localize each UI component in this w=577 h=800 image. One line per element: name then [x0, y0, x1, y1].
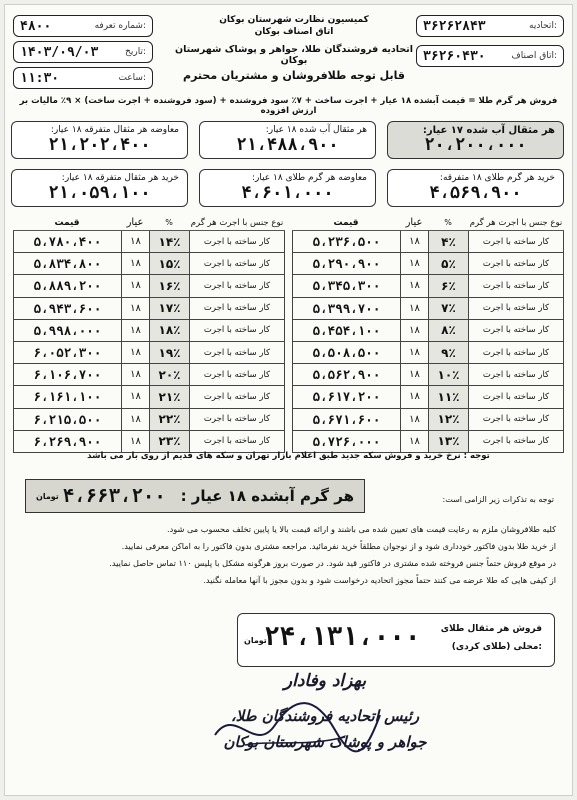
cell-price: ۵،۷۸۰،۴۰۰ [13, 231, 121, 252]
rule-item: از کیفی هایی که طلا عرضه می کنند حتماً مجوز اتحادیه درخواست شود و بدون مجوز با آنها معامله نگنید. [203, 575, 556, 585]
org-line-2: اتاق اصناف بوکان [254, 27, 334, 37]
local-gold-unit: تومان [244, 636, 267, 645]
cell-price: ۵،۶۷۱،۶۰۰ [292, 409, 400, 430]
cell-pct: ۱۷٪ [149, 298, 189, 319]
table-row [13, 342, 285, 364]
header-price: قیمت [54, 217, 80, 228]
cell-type: کار ساخته با اجرت [468, 364, 564, 385]
cell-karat: ۱۸ [400, 431, 428, 452]
cell-price: ۵،۸۸۹،۲۰۰ [13, 275, 121, 296]
header-pct: % [165, 218, 173, 227]
cell-karat: ۱۸ [121, 320, 149, 341]
signer-name: بهزاد وفادار [283, 671, 367, 691]
cell-karat: ۱۸ [121, 431, 149, 452]
cell-type: کار ساخته با اجرت [189, 431, 285, 452]
cell-pct: ۱۵٪ [149, 253, 189, 274]
signature-scribble [195, 685, 395, 765]
tariff-value: ۴۸۰۰ [20, 18, 52, 34]
table-row [292, 431, 564, 453]
cell-karat: ۱۸ [400, 253, 428, 274]
table-row [13, 253, 285, 275]
table-row [13, 231, 285, 253]
cell-karat: ۱۸ [121, 253, 149, 274]
union-number-value: ۳۶۲۶۲۸۴۳ [423, 18, 486, 34]
banner-value: ۴،۶۶۳،۲۰۰ [62, 485, 166, 507]
cell-type: کار ساخته با اجرت [468, 386, 564, 407]
tariff-box [13, 15, 153, 37]
banner-label: هر گرم آبشده ۱۸ عیار : [180, 487, 354, 505]
cell-type: کار ساخته با اجرت [468, 320, 564, 341]
org-line-1: کمیسیون نظارت شهرستان بوکان [219, 15, 369, 25]
rule-item: کلیه طلافروشان ملزم به رعایت قیمت های تعیین شده می باشند و ارائه قیمت بالا یا پایین تخلف محسوب می شود. [167, 524, 556, 534]
cell-pct: ۲۱٪ [149, 386, 189, 407]
price-box-buy-mithqal [11, 169, 188, 207]
cell-type: کار ساخته با اجرت [468, 409, 564, 430]
cell-price: ۶،۲۶۹،۹۰۰ [13, 431, 121, 452]
date-value: ۱۴۰۳/۰۹/۰۳ [20, 44, 99, 60]
guild-number-value: ۳۶۲۶۰۴۳۰ [423, 48, 486, 64]
table-row [13, 275, 285, 297]
rule-item: از خرید طلا بدون فاکتور خودداری شود و از نوجوان مطلقاً خرید نفرمائید. مراجعه مشتری بدون فاکتور را به اماکن معرفی نمایید. [121, 541, 556, 551]
cell-type: کار ساخته با اجرت [468, 431, 564, 452]
table-row [13, 386, 285, 408]
cell-pct: ۱۸٪ [149, 320, 189, 341]
cell-price: ۵،۳۹۹،۷۰۰ [292, 298, 400, 319]
header-karat: عیار [405, 217, 423, 228]
price-value: ۲۰،۲۰۰،۰۰۰ [424, 135, 527, 155]
table-row [292, 364, 564, 386]
table-body [13, 231, 285, 453]
cell-type: کار ساخته با اجرت [189, 298, 285, 319]
time-box [13, 67, 153, 89]
table-row [292, 409, 564, 431]
document-sheet [4, 4, 573, 796]
price-label: خرید هر مثقال متفرقه ۱۸ عیار: [61, 173, 179, 183]
cell-karat: ۱۸ [121, 342, 149, 363]
cell-type: کار ساخته با اجرت [189, 409, 285, 430]
price-value: ۲۱،۴۸۸،۹۰۰ [236, 135, 339, 155]
cell-price: ۶،۲۱۵،۵۰۰ [13, 409, 121, 430]
table-row [292, 231, 564, 253]
guild-number-box [416, 45, 564, 67]
rule-item: در موقع فروش حتماً جنس فروخته شده مشتری در فاکتور قید شود. در صورت بروز هرگونه مشکل با پلیس ۱۱۰ تماس حاصل نمایید. [109, 558, 556, 568]
union-number-box [416, 15, 564, 37]
date-label: تاریخ: [125, 47, 146, 57]
cell-karat: ۱۸ [121, 275, 149, 296]
time-label: ساعت: [118, 73, 146, 83]
cell-karat: ۱۸ [121, 409, 149, 430]
wage-table-right [292, 215, 564, 453]
org-line-4: قابل توجه طلافروشان و مشتریان محترم [183, 69, 405, 82]
cell-type: کار ساخته با اجرت [468, 342, 564, 363]
cell-price: ۵،۶۱۷،۲۰۰ [292, 386, 400, 407]
cell-karat: ۱۸ [121, 298, 149, 319]
cell-type: کار ساخته با اجرت [189, 231, 285, 252]
date-box [13, 41, 153, 63]
cell-pct: ۱۳٪ [428, 431, 468, 452]
organization-title [163, 15, 425, 82]
cell-price: ۶،۰۵۲،۳۰۰ [13, 342, 121, 363]
cell-type: کار ساخته با اجرت [468, 231, 564, 252]
local-gold-label-1: فروش هر مثقال طلای [440, 624, 542, 634]
cell-price: ۶،۱۶۱،۱۰۰ [13, 386, 121, 407]
cell-price: ۵،۸۳۴،۸۰۰ [13, 253, 121, 274]
cell-pct: ۷٪ [428, 298, 468, 319]
price-label: هر مثقال آب شده ۱۸ عیار: [265, 125, 367, 135]
cell-type: کار ساخته با اجرت [189, 364, 285, 385]
table-row [292, 275, 564, 297]
tariff-label: شماره تعرفه: [94, 21, 146, 31]
cell-price: ۵،۲۳۶،۵۰۰ [292, 231, 400, 252]
cell-pct: ۶٪ [428, 275, 468, 296]
cell-price: ۵،۴۵۴،۱۰۰ [292, 320, 400, 341]
price-box-melted-17 [387, 121, 564, 159]
banner-amount [36, 485, 166, 507]
cell-karat: ۱۸ [121, 364, 149, 385]
cell-pct: ۱۰٪ [428, 364, 468, 385]
cell-pct: ۱۹٪ [149, 342, 189, 363]
signature-block [215, 655, 435, 755]
cell-karat: ۱۸ [400, 386, 428, 407]
table-row [13, 364, 285, 386]
local-gold-label-2: محلی (طلای کردی): [451, 642, 542, 652]
table-row [292, 298, 564, 320]
price-label: هر مثقال آب شده ۱۷ عیار: [422, 125, 555, 136]
cell-price: ۵،۵۶۲،۹۰۰ [292, 364, 400, 385]
cell-price: ۵،۵۰۸،۵۰۰ [292, 342, 400, 363]
table-header [13, 215, 285, 231]
cell-pct: ۲۳٪ [149, 431, 189, 452]
cell-pct: ۵٪ [428, 253, 468, 274]
cell-karat: ۱۸ [400, 320, 428, 341]
price-label: معاوضه هر گرم طلای ۱۸ عیار: [251, 173, 367, 183]
cell-pct: ۱۲٪ [428, 409, 468, 430]
cell-price: ۶،۱۰۶،۷۰۰ [13, 364, 121, 385]
cell-pct: ۸٪ [428, 320, 468, 341]
cell-type: کار ساخته با اجرت [189, 275, 285, 296]
header-type: نوع جنس با اجرت هر گرم [190, 217, 284, 228]
banner-unit: تومان [36, 491, 59, 501]
cell-pct: ۴٪ [428, 231, 468, 252]
cell-karat: ۱۸ [400, 231, 428, 252]
cell-karat: ۱۸ [400, 342, 428, 363]
cell-type: کار ساخته با اجرت [189, 320, 285, 341]
union-number-label: اتحادیه: [529, 21, 557, 31]
table-row [13, 431, 285, 453]
price-value: ۲۱،۰۵۹،۱۰۰ [48, 183, 151, 203]
org-line-3: اتحادیه فروشندگان طلا، جواهر و پوشاک شهرستان بوکان [174, 44, 414, 66]
cell-karat: ۱۸ [400, 298, 428, 319]
cell-type: کار ساخته با اجرت [189, 342, 285, 363]
price-value: ۴،۶۰۱،۰۰۰ [241, 183, 334, 203]
header-price: قیمت [333, 217, 359, 228]
price-box-buy-gram [387, 169, 564, 207]
local-gold-value: ۲۴،۱۳۱،۰۰۰ [264, 622, 421, 652]
cell-price: ۵،۲۹۰،۹۰۰ [292, 253, 400, 274]
price-value: ۲۱،۲۰۲،۴۰۰ [48, 135, 151, 155]
cell-pct: ۹٪ [428, 342, 468, 363]
cell-pct: ۱۴٪ [149, 231, 189, 252]
cell-type: کار ساخته با اجرت [468, 253, 564, 274]
cell-karat: ۱۸ [400, 409, 428, 430]
cell-karat: ۱۸ [400, 275, 428, 296]
melted-18-banner [25, 479, 365, 513]
wage-table-left [13, 215, 285, 453]
cell-pct: ۱۶٪ [149, 275, 189, 296]
table-row [292, 253, 564, 275]
time-value: ۱۱:۳۰ [20, 70, 60, 86]
guild-number-label: اتاق اصناف: [511, 51, 557, 61]
cell-type: کار ساخته با اجرت [468, 298, 564, 319]
table-row [292, 342, 564, 364]
table-header [292, 215, 564, 231]
table-row [13, 409, 285, 431]
cell-type: کار ساخته با اجرت [468, 275, 564, 296]
attention-note: توجه به تذکرات زیر الزامی است: [442, 495, 554, 504]
cell-karat: ۱۸ [121, 386, 149, 407]
header-type: نوع جنس با اجرت هر گرم [469, 217, 563, 228]
market-note: توجه : نرخ خرید و فروش سکه جدید طبق اعلام بازار تهران و سکه های قدیم از روی بار می باشد [87, 451, 490, 461]
cell-price: ۵،۹۹۸،۰۰۰ [13, 320, 121, 341]
price-box-exchange-gram [199, 169, 376, 207]
table-body [292, 231, 564, 453]
table-row [13, 298, 285, 320]
cell-price: ۵،۷۲۶،۰۰۰ [292, 431, 400, 452]
price-formula: فروش هر گرم طلا = قیمت آبشده ۱۸ عیار + اجرت ساخت + ۷٪ سود فروشنده + (سود فروشنده + اجرت ساخت) × ۹٪ مالیات بر ارزش افزوده [19, 96, 558, 116]
signer-title: رئیس اتحادیه فروشندگان طلا، جواهر و پوشاک شهرستان بوکان [223, 707, 427, 751]
table-row [13, 320, 285, 342]
price-value: ۴،۵۶۹،۹۰۰ [429, 183, 522, 203]
price-box-exchange-mithqal [11, 121, 188, 159]
cell-pct: ۱۱٪ [428, 386, 468, 407]
cell-price: ۵،۹۴۳،۶۰۰ [13, 298, 121, 319]
table-row [292, 320, 564, 342]
cell-price: ۵،۳۴۵،۳۰۰ [292, 275, 400, 296]
header [13, 13, 564, 95]
rules-list [23, 523, 556, 591]
price-label: معاوضه هر مثقال متفرقه ۱۸ عیار: [50, 125, 179, 135]
cell-pct: ۲۰٪ [149, 364, 189, 385]
table-row [292, 386, 564, 408]
cell-type: کار ساخته با اجرت [189, 253, 285, 274]
cell-karat: ۱۸ [121, 231, 149, 252]
header-pct: % [444, 218, 452, 227]
price-box-melted-18-mithqal [199, 121, 376, 159]
cell-karat: ۱۸ [400, 364, 428, 385]
price-label: خرید هر گرم طلای ۱۸ متفرقه: [439, 173, 555, 183]
cell-type: کار ساخته با اجرت [189, 386, 285, 407]
header-karat: عیار [126, 217, 144, 228]
cell-pct: ۲۲٪ [149, 409, 189, 430]
